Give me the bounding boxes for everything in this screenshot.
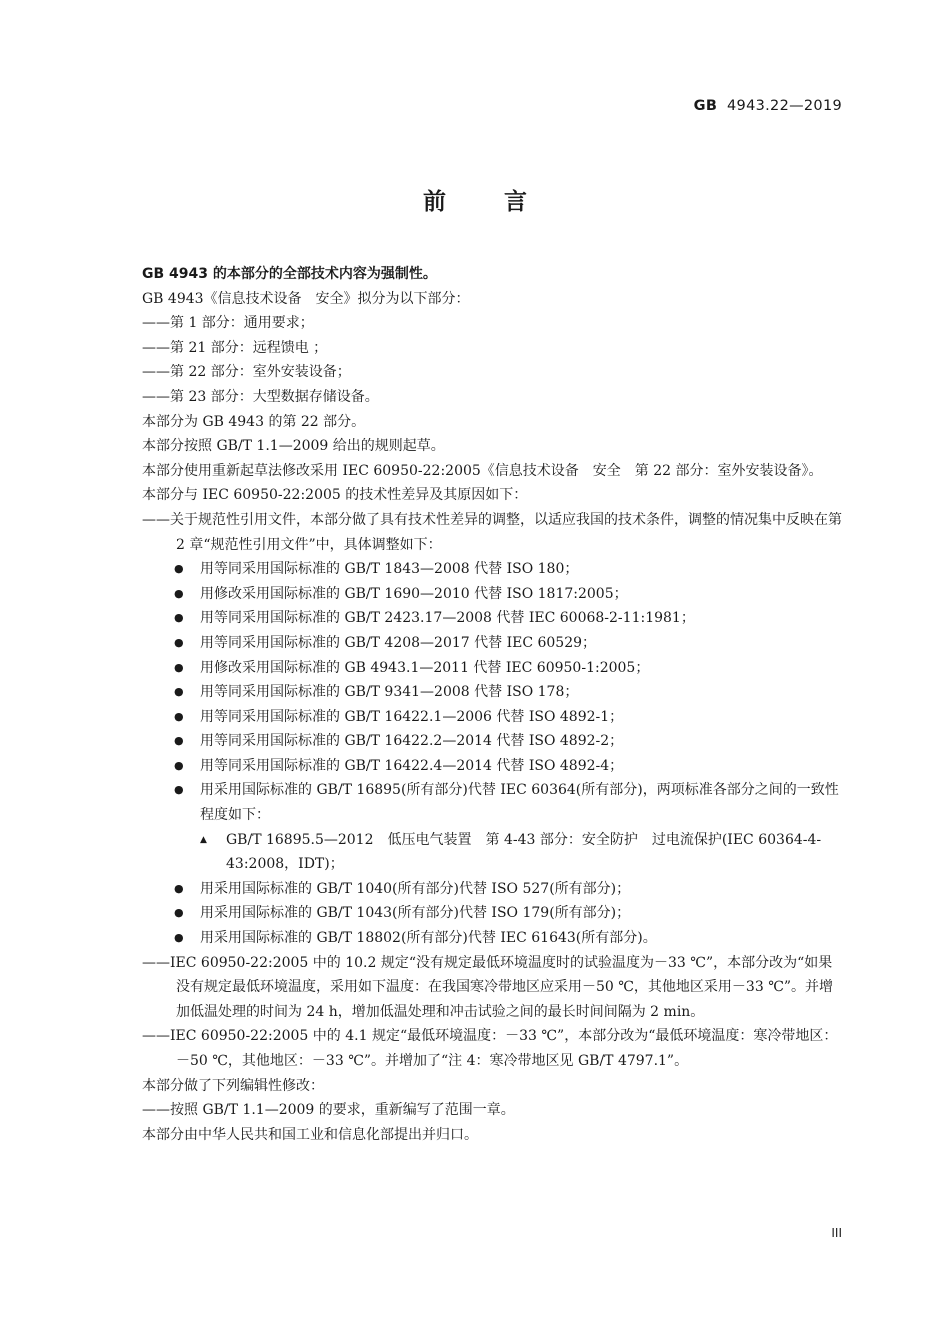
difference-item: ——关于规范性引用文件，本部分做了具有技术性差异的调整，以适应我国的技术条件，调整的情况集中反映在第 2 章“规范性引用文件”中，具体调整如下： — [142, 511, 842, 553]
part-item: ——第 22 部分：室外安装设备； — [142, 364, 351, 381]
bullet-dot-icon: ● — [174, 881, 184, 895]
bullet-dot-icon: ● — [174, 586, 184, 600]
page-title: 前言 — [423, 189, 585, 215]
part-item: ——第 21 部分：远程馈电 ； — [142, 339, 328, 356]
bullet-dot-icon: ● — [174, 685, 184, 699]
editorial-item: ——按照 GB/T 1.1—2009 的要求，重新编写了范围一章。 — [142, 1102, 515, 1119]
bullet-dot-icon: ● — [174, 931, 184, 945]
triangle-bullet-icon: ▲ — [200, 834, 207, 845]
bullet-item: ● 用采用国际标准的 GB/T 1040(所有部分)代替 ISO 527(所有部分)； — [108, 877, 844, 902]
editorial-intro: 本部分做了下列编辑性修改： — [142, 1077, 324, 1094]
bullet-item: ● 用修改采用国际标准的 GB 4943.1—2011 代替 IEC 60950-1:2005； — [108, 656, 844, 681]
bullet-dot-icon: ● — [174, 709, 184, 723]
adoption-statement: 本部分使用重新起草法修改采用 IEC 60950-22:2005《信息技术设备 安全 第 22 部分：室外安装设备》。 — [142, 462, 823, 479]
bullet-item: ● 用采用国际标准的 GB/T 1043(所有部分)代替 ISO 179(所有部分)； — [108, 901, 844, 926]
sub-bullet-item: ▲ GB/T 16895.5—2012 低压电气装置 第 4-43 部分：安全防护 过电流保护(IEC 60364-4-43:2008，IDT)； — [108, 828, 844, 877]
parts-intro: GB 4943《信息技术设备 安全》拟分为以下部分： — [142, 290, 470, 307]
part-item: ——第 23 部分：大型数据存储设备。 — [142, 388, 379, 405]
bullet-item: ● 用等同采用国际标准的 GB/T 2423.17—2008 代替 IEC 60068-2-11:1981； — [108, 606, 844, 631]
difference-item: ——IEC 60950-22:2005 中的 10.2 规定“没有规定最低环境温度时的试验温度为－33 ℃”，本部分改为“如果没有规定最低环境温度，采用如下温度：在我国寒冷带地区应采用－50 ℃，其他地区采用－33 ℃”。并增加低温处理的时间为 24 h，增加低温处理和冲击试验之间的最长时间间隔为 2 min。 — [142, 954, 834, 1020]
bullet-item: ● 用等同采用国际标准的 GB/T 16422.2—2014 代替 ISO 4892-2； — [108, 729, 844, 754]
bullet-dot-icon: ● — [174, 734, 184, 748]
bullet-item: ● 用采用国际标准的 GB/T 16895(所有部分)代替 IEC 60364(所有部分)，两项标准各部分之间的一致性程度如下： — [108, 778, 844, 827]
standard-code-prefix: GB — [693, 98, 718, 114]
bullet-dot-icon: ● — [174, 758, 184, 772]
bullet-dot-icon: ● — [174, 783, 184, 797]
bullet-item: ● 用等同采用国际标准的 GB/T 4208—2017 代替 IEC 60529； — [108, 631, 844, 656]
proposer-statement: 本部分由中华人民共和国工业和信息化部提出并归口。 — [142, 1126, 478, 1143]
bullet-item: ● 用修改采用国际标准的 GB/T 1690—2010 代替 ISO 1817:2005； — [108, 582, 844, 607]
this-part-statement: 本部分为 GB 4943 的第 22 部分。 — [142, 413, 366, 430]
mandatory-statement: GB 4943 的本部分的全部技术内容为强制性。 — [142, 266, 437, 282]
bullet-dot-icon: ● — [174, 660, 184, 674]
bullet-item: ● 用采用国际标准的 GB/T 18802(所有部分)代替 IEC 61643(所有部分)。 — [108, 926, 844, 951]
bullet-dot-icon: ● — [174, 611, 184, 625]
drafting-statement: 本部分按照 GB/T 1.1—2009 给出的规则起草。 — [142, 438, 445, 455]
bullet-item: ● 用等同采用国际标准的 GB/T 16422.4—2014 代替 ISO 4892-4； — [108, 754, 844, 779]
standard-code-number: 4943.22—2019 — [727, 98, 842, 114]
bullet-dot-icon: ● — [174, 635, 184, 649]
bullet-dot-icon: ● — [174, 562, 184, 576]
page-number: III — [831, 1226, 842, 1240]
bullet-item: ● 用等同采用国际标准的 GB/T 9341—2008 代替 ISO 178； — [108, 680, 844, 705]
part-item: ——第 1 部分：通用要求； — [142, 315, 314, 332]
difference-item: ——IEC 60950-22:2005 中的 4.1 规定“最低环境温度：－33 ℃”，本部分改为“最低环境温度：寒冷带地区：－50 ℃，其他地区：－33 ℃”。并增加了“注 4：寒冷带地区见 GB/T 4797.1”。 — [142, 1028, 838, 1069]
bullet-item: ● 用等同采用国际标准的 GB/T 16422.1—2006 代替 ISO 4892-1； — [108, 705, 844, 730]
standard-code — [694, 98, 842, 114]
bullet-dot-icon: ● — [174, 906, 184, 920]
differences-intro: 本部分与 IEC 60950-22:2005 的技术性差异及其原因如下： — [142, 487, 528, 504]
bullet-item: ● 用等同采用国际标准的 GB/T 1843—2008 代替 ISO 180； — [108, 557, 844, 582]
foreword-body — [108, 262, 844, 1147]
